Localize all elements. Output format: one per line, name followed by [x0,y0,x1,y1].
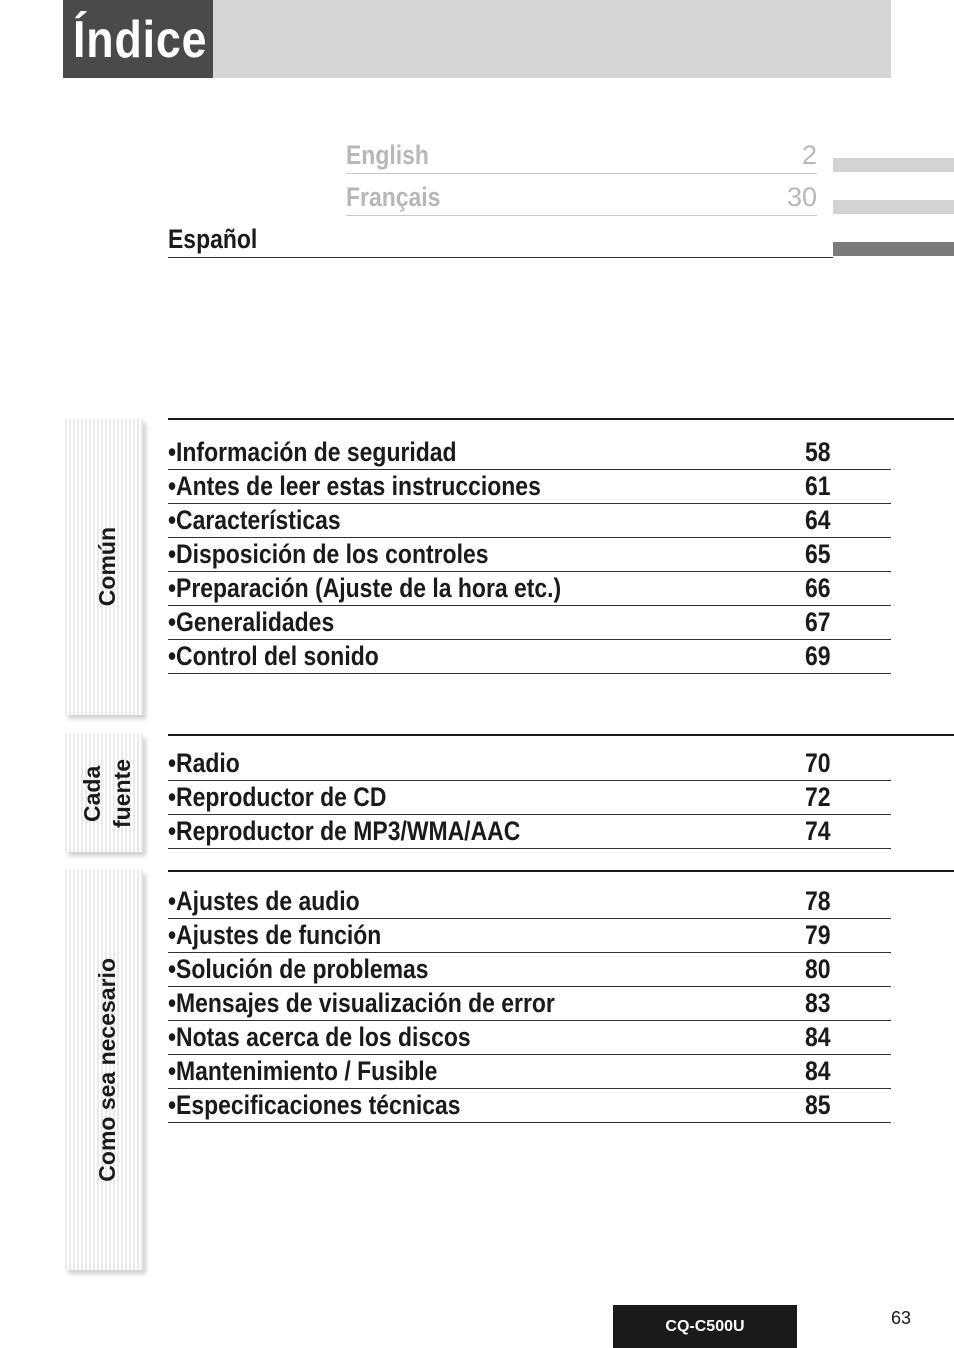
entry-page: 83 [805,988,831,1018]
entry-label: •Disposición de los controles [168,539,489,569]
language-row-francais[interactable] [346,173,817,216]
toc-entry[interactable] [168,782,891,815]
toc-entry[interactable] [168,988,891,1021]
toc-entry[interactable] [168,573,891,606]
entry-label: •Preparación (Ajuste de la hora etc.) [168,573,562,603]
entry-label: •Mensajes de visualización de error [168,988,555,1018]
section-divider [168,418,954,420]
language-tab-english [833,158,954,172]
section-entries-cada-fuente [168,748,891,850]
language-row-espanol[interactable] [168,215,833,258]
entry-label: •Reproductor de CD [168,782,387,812]
toc-entry[interactable] [168,920,891,953]
entry-label: •Control del sonido [168,641,379,671]
toc-entry[interactable] [168,954,891,987]
language-name: Français [346,182,441,212]
entry-page: 64 [805,505,831,535]
language-list [0,0,954,260]
side-tab-label: Común [94,527,120,607]
language-page: 2 [801,140,817,170]
toc-entry[interactable] [168,539,891,572]
language-row-english[interactable] [346,131,817,174]
side-tab-cada-fuente[interactable] [65,734,143,852]
entry-label: •Especificaciones técnicas [168,1090,461,1120]
toc-entry[interactable] [168,886,891,919]
entry-label: •Características [168,505,341,535]
entry-page: 78 [805,886,831,916]
language-name: Español [168,224,258,254]
entry-page: 85 [805,1090,831,1120]
side-tab-label: Cada fuente [79,758,135,828]
section-divider [168,870,954,872]
entry-page: 61 [805,471,831,501]
toc-entry[interactable] [168,641,891,674]
language-name: English [346,140,429,170]
language-tab-francais [833,200,954,214]
entry-label: •Solución de problemas [168,954,429,984]
entry-label: •Ajustes de audio [168,886,360,916]
model-badge: CQ-C500U [613,1305,797,1348]
toc-entry[interactable] [168,1022,891,1055]
entry-label: •Mantenimiento / Fusible [168,1056,438,1086]
section-entries-comun [168,437,891,675]
toc-entry[interactable] [168,505,891,538]
toc-entry[interactable] [168,816,891,849]
toc-entry[interactable] [168,1090,891,1123]
entry-page: 67 [805,607,831,637]
entry-page: 65 [805,539,831,569]
entry-page: 58 [805,437,831,467]
entry-label: •Notas acerca de los discos [168,1022,471,1052]
side-tab-label: Como sea necesario [94,958,120,1182]
entry-page: 84 [805,1022,831,1052]
entry-page: 70 [805,748,831,778]
entry-label: •Ajustes de función [168,920,382,950]
toc-entry[interactable] [168,607,891,640]
toc-entry[interactable] [168,748,891,781]
entry-page: 72 [805,782,831,812]
entry-label: •Reproductor de MP3/WMA/AAC [168,816,521,846]
toc-entry[interactable] [168,471,891,504]
side-tab-como-sea-necesario[interactable] [65,870,143,1270]
entry-page: 84 [805,1056,831,1086]
entry-page: 74 [805,816,831,846]
entry-label: •Información de seguridad [168,437,457,467]
entry-page: 69 [805,641,831,671]
section-entries-como-sea-necesario [168,886,891,1124]
entry-label: •Radio [168,748,240,778]
language-tab-espanol [833,242,954,256]
entry-page: 66 [805,573,831,603]
entry-label: •Generalidades [168,607,335,637]
toc-entry[interactable] [168,437,891,470]
entry-label: •Antes de leer estas instrucciones [168,471,541,501]
page-title: Índice [73,11,208,69]
toc-entry[interactable] [168,1056,891,1089]
section-divider [168,734,954,736]
entry-page: 79 [805,920,831,950]
side-tab-comun[interactable] [65,419,143,715]
entry-page: 80 [805,954,831,984]
page-number: 63 [891,1308,912,1328]
language-page: 30 [786,182,817,212]
